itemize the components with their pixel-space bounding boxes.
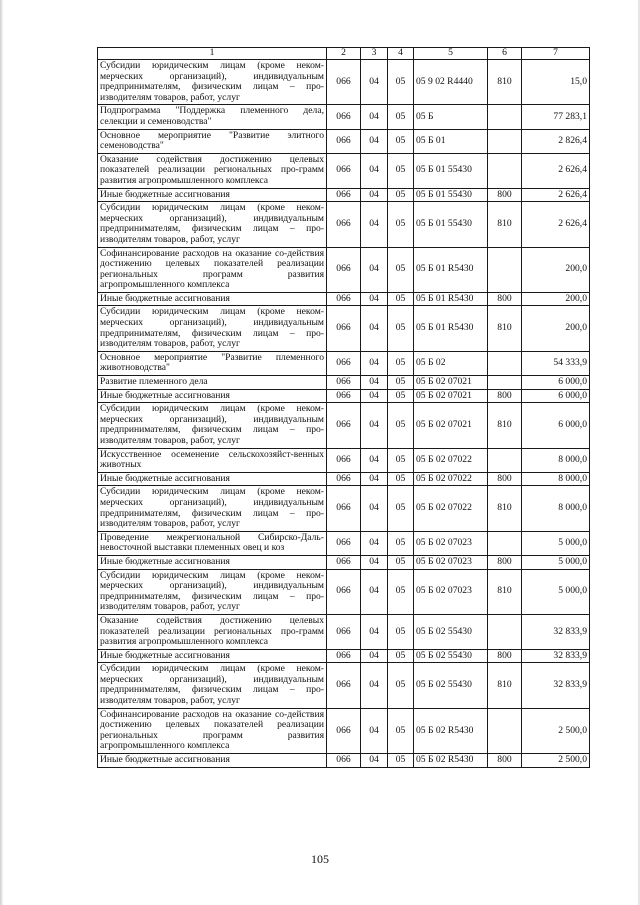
row-target-article: 05 Б 01 [414,129,488,153]
row-ministry-code: 066 [327,306,361,351]
row-expense-type [488,614,522,649]
row-name: Софинансирование расходов на оказание со-действия достижению целевых показателей реализации региональных программ развития агропромышленного комплекса [98,247,327,292]
row-ministry-code: 066 [327,614,361,649]
table-row [98,486,590,531]
row-name: Иные бюджетные ассигнования [98,389,327,403]
row-target-article: 05 Б 02 07021 [414,376,488,390]
table-row [98,202,590,247]
row-section: 04 [361,376,388,390]
row-subsection: 05 [388,306,414,351]
row-target-article: 05 Б 02 R5430 [414,754,488,768]
table-row [98,247,590,292]
row-ministry-code: 066 [327,754,361,768]
row-amount: 6 000,0 [522,389,590,403]
row-ministry-code: 066 [327,403,361,448]
table-row [98,555,590,569]
row-name: Субсидии юридическим лицам (кроме неком-мерческих организаций), индивидуальным предпринимателям, физическим лицам – про-изводителям товаров, работ, услуг [98,306,327,351]
row-name: Основное мероприятие "Развитие элитного семеноводства" [98,129,327,153]
row-subsection: 05 [388,448,414,472]
row-target-article: 05 Б 02 07022 [414,472,488,486]
row-expense-type [488,129,522,153]
row-expense-type: 800 [488,389,522,403]
row-target-article: 05 9 02 R4440 [414,60,488,105]
row-ministry-code: 066 [327,153,361,188]
table-row [98,663,590,708]
row-ministry-code: 066 [327,376,361,390]
row-name: Иные бюджетные ассигнования [98,754,327,768]
row-section: 04 [361,129,388,153]
row-ministry-code: 066 [327,663,361,708]
row-subsection: 05 [388,105,414,129]
row-expense-type [488,153,522,188]
row-section: 04 [361,389,388,403]
row-expense-type: 810 [488,202,522,247]
row-subsection: 05 [388,202,414,247]
row-expense-type [488,105,522,129]
row-expense-type: 800 [488,188,522,202]
row-amount: 8 000,0 [522,448,590,472]
row-ministry-code: 066 [327,292,361,306]
row-subsection: 05 [388,754,414,768]
row-target-article: 05 Б 02 55430 [414,614,488,649]
row-subsection: 05 [388,486,414,531]
row-ministry-code: 066 [327,129,361,153]
header-col-6: 6 [488,48,522,60]
row-target-article: 05 Б 02 07021 [414,389,488,403]
row-name: Оказание содействия достижению целевых показателей реализации региональных про-грамм развития агропромышленного комплекса [98,614,327,649]
row-amount: 32 833,9 [522,663,590,708]
row-target-article: 05 Б 02 07022 [414,486,488,531]
row-amount: 200,0 [522,306,590,351]
table-row [98,292,590,306]
table-row [98,531,590,555]
row-expense-type [488,708,522,753]
header-col-7: 7 [522,48,590,60]
row-section: 04 [361,555,388,569]
row-name: Субсидии юридическим лицам (кроме неком-мерческих организаций), индивидуальным предпринимателям, физическим лицам – про-изводителям товаров, работ, услуг [98,403,327,448]
row-target-article: 05 Б 02 55430 [414,649,488,663]
row-amount: 32 833,9 [522,649,590,663]
row-target-article: 05 Б 02 07021 [414,403,488,448]
row-amount: 8 000,0 [522,472,590,486]
row-subsection: 05 [388,129,414,153]
row-amount: 200,0 [522,292,590,306]
row-expense-type [488,247,522,292]
row-ministry-code: 066 [327,472,361,486]
row-subsection: 05 [388,555,414,569]
row-target-article: 05 Б 01 55430 [414,153,488,188]
row-section: 04 [361,708,388,753]
row-target-article: 05 Б 02 R5430 [414,708,488,753]
row-expense-type: 800 [488,472,522,486]
row-subsection: 05 [388,60,414,105]
row-section: 04 [361,105,388,129]
row-amount: 2 826,4 [522,129,590,153]
row-section: 04 [361,292,388,306]
header-col-2: 2 [327,48,361,60]
header-row [98,48,590,60]
row-expense-type [488,351,522,375]
row-name: Проведение межрегиональной Сибирско-Даль-невосточной выставки племенных овец и коз [98,531,327,555]
table-row [98,403,590,448]
table-row [98,614,590,649]
row-subsection: 05 [388,389,414,403]
row-amount: 5 000,0 [522,569,590,614]
row-section: 04 [361,569,388,614]
row-ministry-code: 066 [327,188,361,202]
row-subsection: 05 [388,153,414,188]
row-name: Иные бюджетные ассигнования [98,292,327,306]
row-section: 04 [361,663,388,708]
row-ministry-code: 066 [327,448,361,472]
row-expense-type: 800 [488,555,522,569]
row-section: 04 [361,60,388,105]
row-section: 04 [361,614,388,649]
row-ministry-code: 066 [327,555,361,569]
row-amount: 2 500,0 [522,708,590,753]
row-ministry-code: 066 [327,531,361,555]
row-name: Подпрограмма "Поддержка племенного дела, селекции и семеноводства" [98,105,327,129]
row-amount: 77 283,1 [522,105,590,129]
table-row [98,351,590,375]
row-subsection: 05 [388,569,414,614]
row-target-article: 05 Б 02 07023 [414,569,488,614]
row-subsection: 05 [388,472,414,486]
row-target-article: 05 Б 01 55430 [414,202,488,247]
row-name: Субсидии юридическим лицам (кроме неком-мерческих организаций), индивидуальным предпринимателям, физическим лицам – про-изводителям товаров, работ, услуг [98,569,327,614]
row-name: Развитие племенного дела [98,376,327,390]
table-row [98,129,590,153]
row-section: 04 [361,351,388,375]
row-ministry-code: 066 [327,202,361,247]
row-subsection: 05 [388,351,414,375]
row-amount: 5 000,0 [522,531,590,555]
row-section: 04 [361,649,388,663]
row-amount: 6 000,0 [522,403,590,448]
row-ministry-code: 066 [327,60,361,105]
row-expense-type: 810 [488,403,522,448]
row-ministry-code: 066 [327,486,361,531]
row-amount: 15,0 [522,60,590,105]
row-expense-type: 810 [488,486,522,531]
table-row [98,306,590,351]
row-section: 04 [361,247,388,292]
row-amount: 2 626,4 [522,188,590,202]
row-amount: 32 833,9 [522,614,590,649]
row-target-article: 05 Б 02 07022 [414,448,488,472]
row-ministry-code: 066 [327,389,361,403]
table-row [98,153,590,188]
row-section: 04 [361,153,388,188]
table-row [98,376,590,390]
row-target-article: 05 Б 02 [414,351,488,375]
row-section: 04 [361,188,388,202]
row-subsection: 05 [388,531,414,555]
row-amount: 2 500,0 [522,754,590,768]
row-amount: 8 000,0 [522,486,590,531]
row-target-article: 05 Б 01 55430 [414,188,488,202]
row-expense-type: 810 [488,306,522,351]
row-section: 04 [361,486,388,531]
row-amount: 2 626,4 [522,153,590,188]
row-expense-type: 810 [488,663,522,708]
table-row [98,569,590,614]
row-amount: 54 333,9 [522,351,590,375]
row-subsection: 05 [388,614,414,649]
row-subsection: 05 [388,649,414,663]
row-name: Иные бюджетные ассигнования [98,649,327,663]
row-name: Иные бюджетные ассигнования [98,555,327,569]
row-section: 04 [361,531,388,555]
row-amount: 6 000,0 [522,376,590,390]
row-ministry-code: 066 [327,105,361,129]
row-subsection: 05 [388,663,414,708]
row-expense-type: 800 [488,649,522,663]
row-ministry-code: 066 [327,247,361,292]
header-col-3: 3 [361,48,388,60]
table-row [98,649,590,663]
row-subsection: 05 [388,247,414,292]
table-row [98,448,590,472]
row-subsection: 05 [388,292,414,306]
row-subsection: 05 [388,403,414,448]
row-name: Субсидии юридическим лицам (кроме неком-мерческих организаций), индивидуальным предпринимателям, физическим лицам – про-изводителям товаров, работ, услуг [98,202,327,247]
row-target-article: 05 Б 02 07023 [414,555,488,569]
row-name: Иные бюджетные ассигнования [98,472,327,486]
scan-edge-left [0,0,3,905]
row-amount: 5 000,0 [522,555,590,569]
header-col-1: 1 [98,48,327,60]
row-subsection: 05 [388,188,414,202]
row-target-article: 05 Б 01 R5430 [414,292,488,306]
row-section: 04 [361,448,388,472]
row-target-article: 05 Б 02 07023 [414,531,488,555]
row-expense-type [488,448,522,472]
row-name: Оказание содействия достижению целевых показателей реализации региональных про-грамм развития агропромышленного комплекса [98,153,327,188]
budget-table [97,47,590,768]
row-name: Иные бюджетные ассигнования [98,188,327,202]
row-target-article: 05 Б 02 55430 [414,663,488,708]
row-section: 04 [361,754,388,768]
row-name: Софинансирование расходов на оказание со-действия достижению целевых показателей реализации региональных программ развития агропромышленного комплекса [98,708,327,753]
row-target-article: 05 Б 01 R5430 [414,306,488,351]
table-body [98,60,590,768]
row-name: Основное мероприятие "Развитие племенного животноводства" [98,351,327,375]
row-name: Субсидии юридическим лицам (кроме неком-мерческих организаций), индивидуальным предпринимателям, физическим лицам – про-изводителям товаров, работ, услуг [98,663,327,708]
row-ministry-code: 066 [327,351,361,375]
row-section: 04 [361,403,388,448]
table-row [98,60,590,105]
row-section: 04 [361,202,388,247]
table-row [98,105,590,129]
row-ministry-code: 066 [327,649,361,663]
row-subsection: 05 [388,708,414,753]
row-name: Искусственное осеменение сельскохозяйст-венных животных [98,448,327,472]
page-number: 105 [311,852,329,866]
row-ministry-code: 066 [327,569,361,614]
row-target-article: 05 Б 01 R5430 [414,247,488,292]
table-row [98,188,590,202]
row-target-article: 05 Б [414,105,488,129]
table-row [98,754,590,768]
table-row [98,389,590,403]
row-section: 04 [361,472,388,486]
table-row [98,472,590,486]
row-amount: 200,0 [522,247,590,292]
row-amount: 2 626,4 [522,202,590,247]
row-name: Субсидии юридическим лицам (кроме неком-мерческих организаций), индивидуальным предпринимателям, физическим лицам – про-изводителям товаров, работ, услуг [98,60,327,105]
row-expense-type: 800 [488,754,522,768]
row-expense-type: 810 [488,60,522,105]
row-name: Субсидии юридическим лицам (кроме неком-мерческих организаций), индивидуальным предпринимателям, физическим лицам – про-изводителям товаров, работ, услуг [98,486,327,531]
row-subsection: 05 [388,376,414,390]
row-expense-type: 800 [488,292,522,306]
table-header [98,48,590,60]
row-ministry-code: 066 [327,708,361,753]
header-col-4: 4 [388,48,414,60]
table-row [98,708,590,753]
row-expense-type: 810 [488,569,522,614]
row-expense-type [488,376,522,390]
row-section: 04 [361,306,388,351]
row-expense-type [488,531,522,555]
header-col-5: 5 [414,48,488,60]
